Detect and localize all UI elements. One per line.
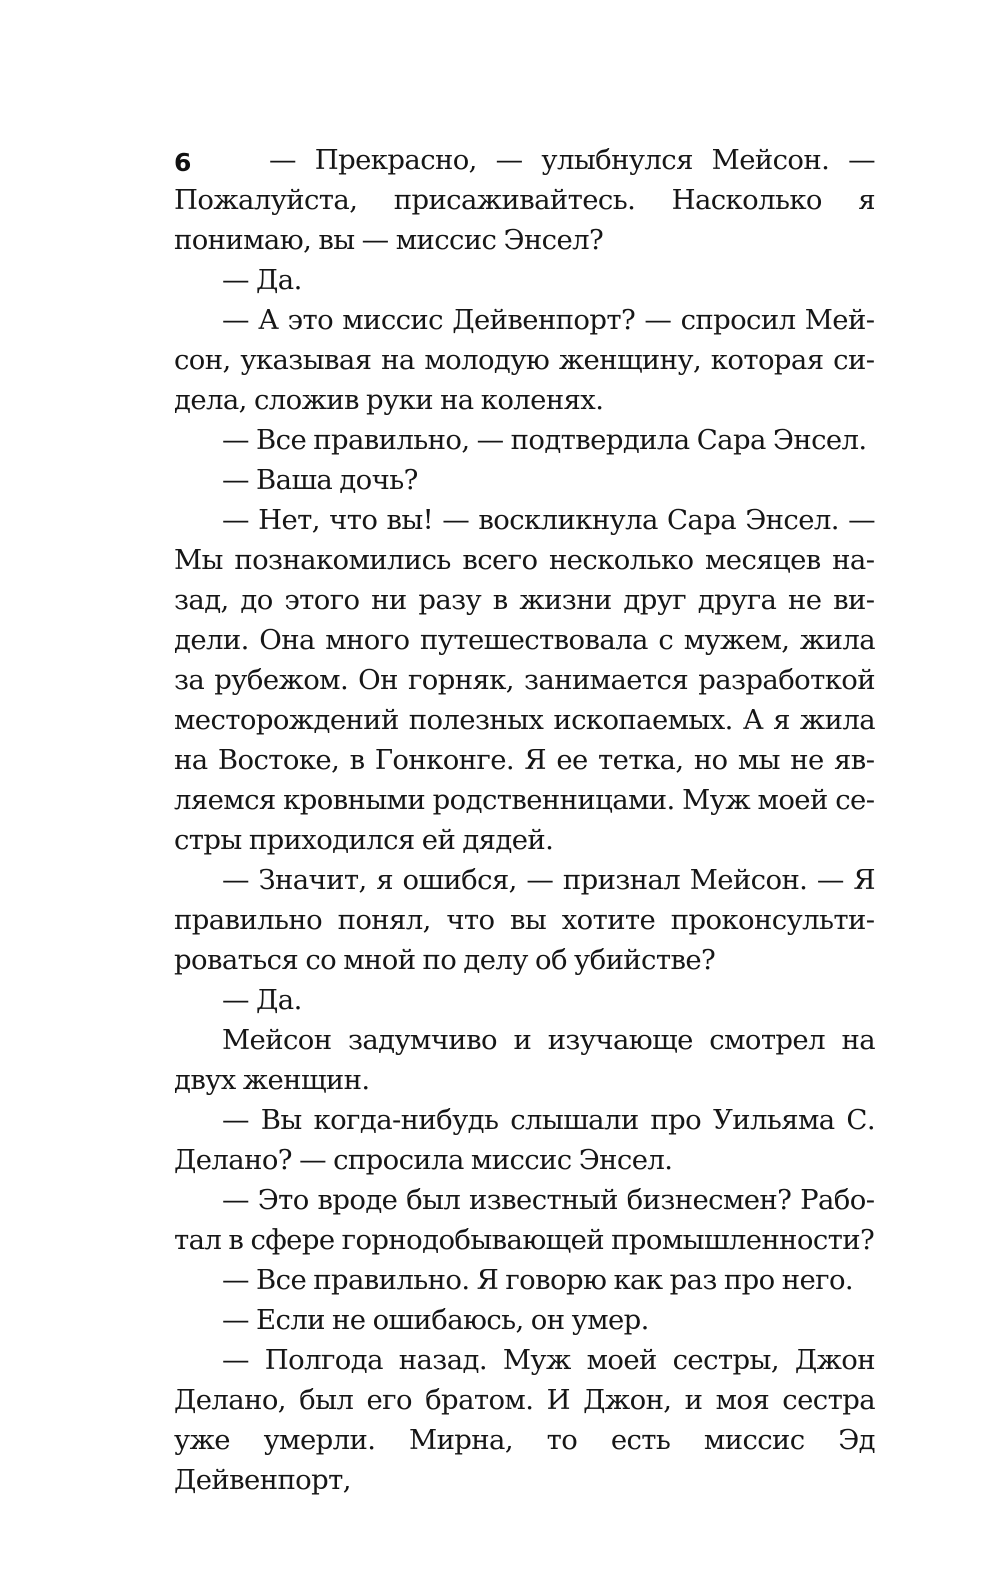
page-number-spacer bbox=[174, 140, 269, 180]
page-number: 6 bbox=[174, 148, 192, 177]
paragraph: — Да. bbox=[222, 264, 302, 296]
paragraph: — Полгода назад. Муж моей сестры, Джон Делано, был его братом. И Джон, и моя сестра уже умерли. Мирна, то есть миссис Эд Дейвенпорт, bbox=[174, 1344, 875, 1496]
paragraph: — Все правильно. Я говорю как раз про него. bbox=[222, 1264, 854, 1296]
paragraph: — А это миссис Дейвенпорт? — спросил Мейсон, указывая на молодую женщину, которая сидела, сложив руки на коленях. bbox=[174, 304, 875, 416]
paragraph: — Вы когда-нибудь слышали про Уильяма С. Делано? — спросила миссис Энсел. bbox=[174, 1104, 875, 1176]
paragraph: — Нет, что вы! — воскликнула Сара Энсел. — Мы познакомились всего несколько месяцев назад, до этого ни разу в жизни друг друга не видели. Она много путешествовала с мужем, жила за рубежом. Он горняк, занимается разработкой месторождений полезных ископаемых. А я жила на Востоке, в Гонконге. Я ее тетка, но мы не являемся кровными родственницами. Муж моей сестры приходился ей дядей. bbox=[174, 504, 875, 856]
paragraph: — Все правильно, — подтвердила Сара Энсел. bbox=[222, 424, 867, 456]
paragraph: — Значит, я ошибся, — признал Мейсон. — Я правильно понял, что вы хотите проконсультироваться со мной по делу об убийстве? bbox=[174, 864, 875, 976]
body-text bbox=[174, 140, 875, 1500]
paragraph: Мейсон задумчиво и изучающе смотрел на двух женщин. bbox=[174, 1024, 875, 1096]
paragraph: — Да. bbox=[222, 984, 302, 1016]
paragraph: — Ваша дочь? bbox=[222, 464, 418, 496]
paragraph: — Прекрасно, — улыбнулся Мейсон. — Пожалуйста, присаживайтесь. Насколько я понимаю, вы — миссис Энсел? bbox=[174, 144, 875, 256]
paragraph: — Это вроде был известный бизнесмен? Работал в сфере горнодобывающей промышленности? bbox=[174, 1184, 875, 1256]
paragraph: — Если не ошибаюсь, он умер. bbox=[222, 1304, 649, 1336]
